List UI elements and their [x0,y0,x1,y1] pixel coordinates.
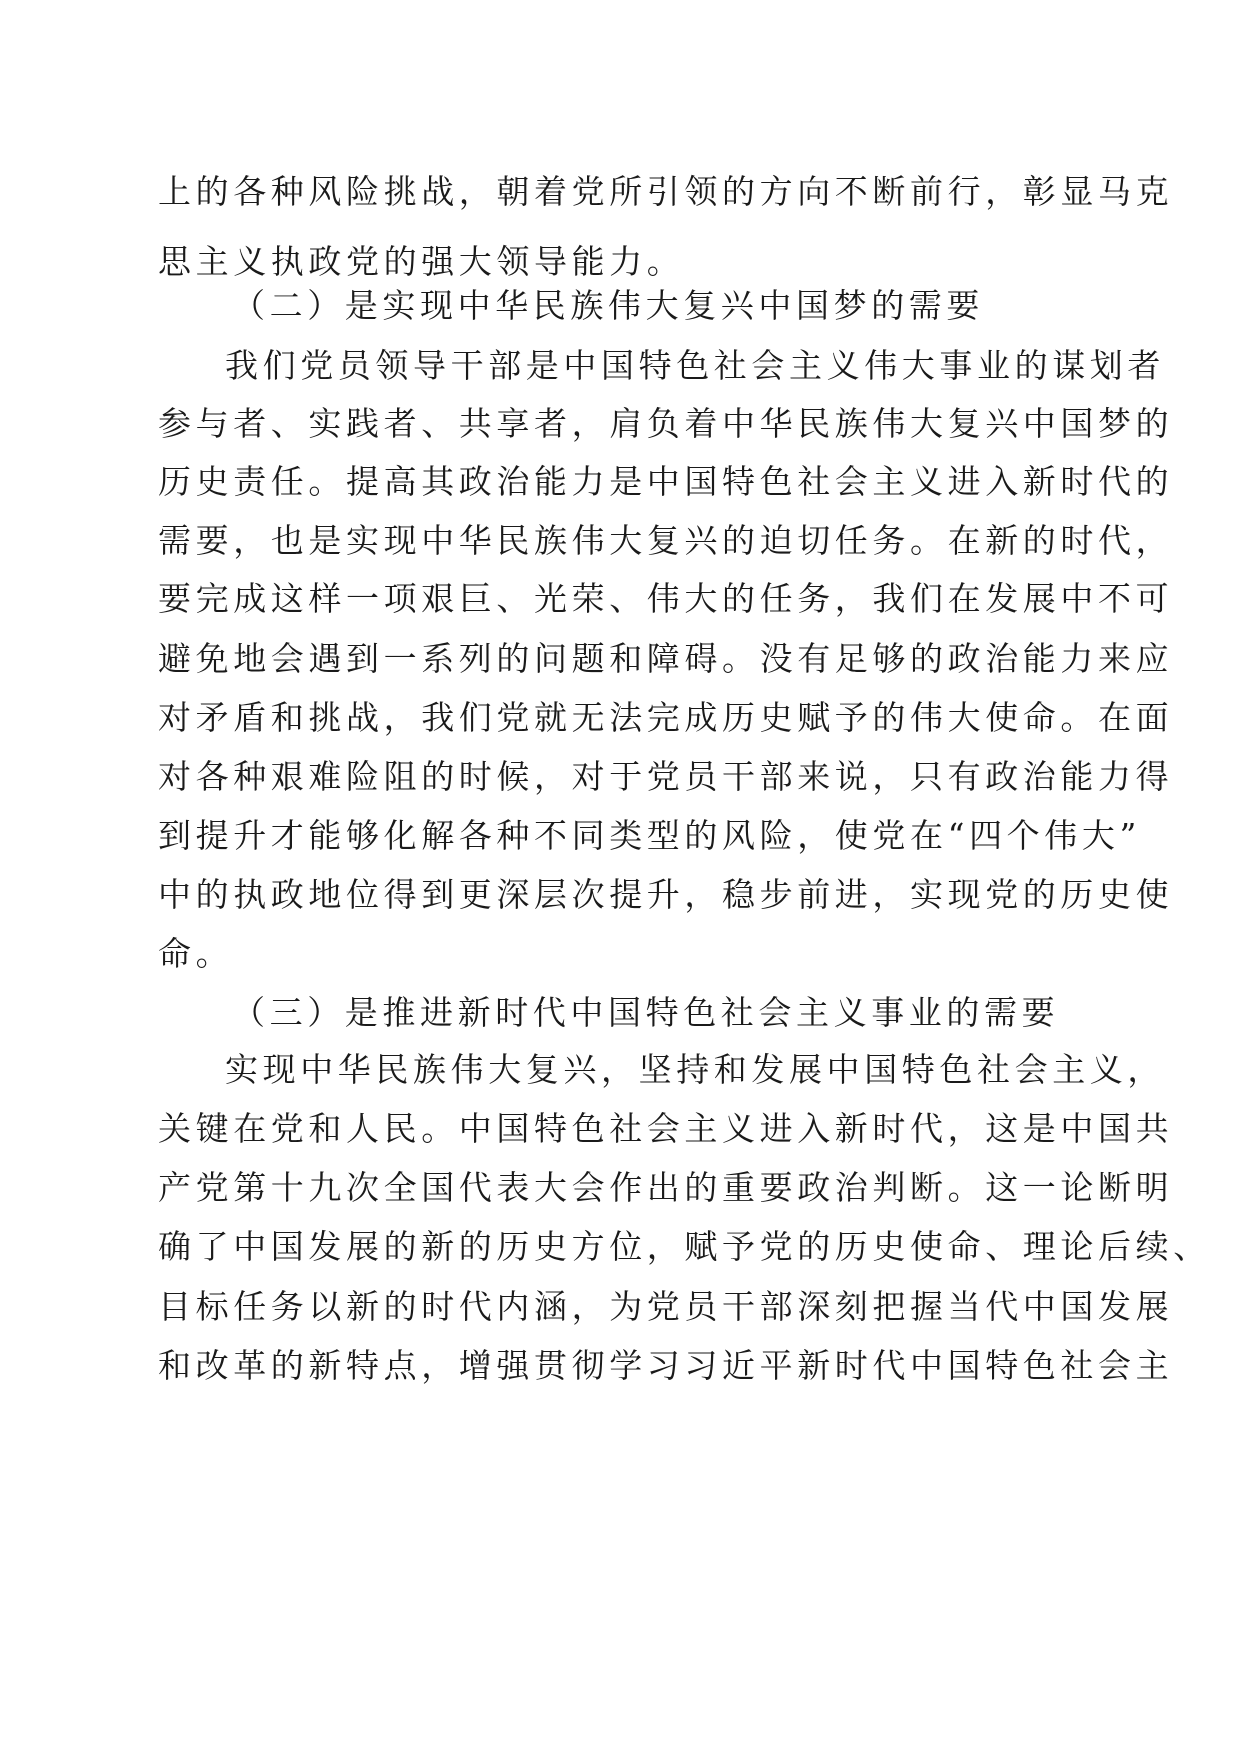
paragraph-line: 关键在党和人民。中国特色社会主义进入新时代，这是中国共 [158,1109,1174,1148]
paragraph-line: 对各种艰难险阻的时候，对于党员干部来说，只有政治能力得 [158,757,1174,796]
section-heading-3: （三）是推进新时代中国特色社会主义事业的需要 [232,993,1060,1032]
paragraph-line: 要完成这样一项艰巨、光荣、伟大的任务，我们在发展中不可 [158,579,1174,618]
paragraph-line: 确了中国发展的新的历史方位，赋予党的历史使命、理论后续、 [158,1227,1211,1266]
paragraph-line: 上的各种风险挑战，朝着党所引领的方向不断前行，彰显马克 [158,172,1174,211]
paragraph-line: 历史责任。提高其政治能力是中国特色社会主义进入新时代的 [158,462,1174,501]
paragraph-line: 产党第十九次全国代表大会作出的重要政治判断。这一论断明 [158,1168,1174,1207]
section-heading-2: （二）是实现中华民族伟大复兴中国梦的需要 [232,286,984,325]
paragraph-line: 参与者、实践者、共享者，肩负着中华民族伟大复兴中国梦的 [158,404,1174,443]
paragraph-line: 需要，也是实现中华民族伟大复兴的迫切任务。在新的时代， [158,521,1174,560]
paragraph-line: 思主义执政党的强大领导能力。 [158,242,685,281]
paragraph-line: 对矛盾和挑战，我们党就无法完成历史赋予的伟大使命。在面 [158,698,1174,737]
paragraph-line: 避免地会遇到一系列的问题和障碍。没有足够的政治能力来应 [158,639,1174,678]
paragraph-line: 我们党员领导干部是中国特色社会主义伟大事业的谋划者 [225,346,1165,385]
paragraph-line: 中的执政地位得到更深层次提升，稳步前进，实现党的历史使 [158,875,1174,914]
paragraph-line: 到提升才能够化解各种不同类型的风险，使党在“四个伟大” [158,816,1141,855]
paragraph-line: 实现中华民族伟大复兴，坚持和发展中国特色社会主义， [225,1050,1165,1089]
paragraph-line: 命。 [158,934,234,973]
paragraph-line: 目标任务以新的时代内涵，为党员干部深刻把握当代中国发展 [158,1287,1174,1326]
paragraph-line: 和改革的新特点，增强贯彻学习习近平新时代中国特色社会主 [158,1346,1174,1385]
